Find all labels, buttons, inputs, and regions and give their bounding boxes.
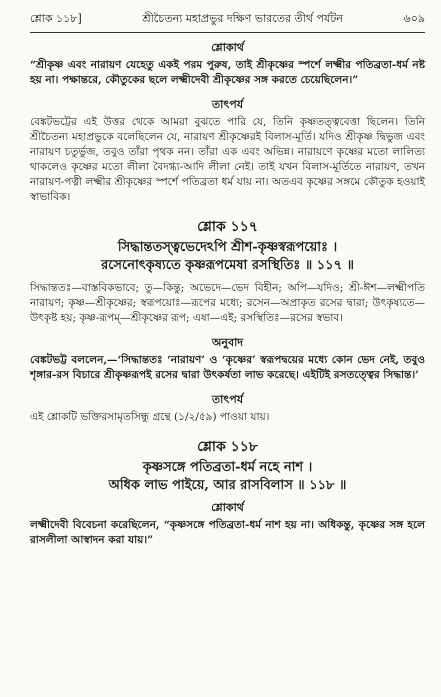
purport-2-text: এই শ্লোকটি ভক্তিরসামৃতসিন্ধু গ্রন্থে (১/২/৫৯) পাওয়া যায়। bbox=[30, 411, 270, 423]
header-title: শ্রীচৈতন্য মহাপ্রভুর দক্ষিণ ভারতের তীর্থ পর্যটন bbox=[142, 12, 343, 25]
verse-117-line-1: সিদ্ধান্ততস্ত্বভেদেঽপি শ্রীশ-কৃষ্ণস্বরূপয়োঃ । bbox=[117, 240, 338, 255]
synonyms-text: সিদ্ধান্ততঃ—বাস্তবিকভাবে; তু—কিন্তু; অভেদে—ভেদ বিহীন; অপি—যদিও; শ্রী-ঈশ—লক্ষ্মীপতি নারায়ণ; কৃষ্ণ—শ্রীকৃষ্ণের; স্বরূপয়োঃ—রূপের মধ্যে; রসেন—অপ্রাকৃত রসের দ্বারা; উৎকৃষ্যতে—উৎকৃষ্ট হয়; কৃষ্ণ-রূপম্—শ্রীকৃষ্ণের রূপ; এষা—এই; রসস্থিতিঃ—রসের স্বভাব। bbox=[30, 282, 425, 324]
translation-2-heading: শ্লোকার্থ bbox=[211, 501, 244, 514]
purport-2-heading: তাৎপর্য bbox=[211, 393, 244, 406]
verse-118-title: শ্লোক ১১৮ bbox=[197, 439, 258, 455]
verse-117-line-2: রসেনোৎকৃষ্যতে কৃষ্ণরূপমেষা রসস্থিতিঃ ॥ ১১৭ ॥ bbox=[101, 258, 354, 273]
running-header bbox=[30, 10, 425, 29]
anubad-text: বেঙ্কটভট্ট বললেন,—‘সিদ্ধান্ততঃ ‘নারায়ণ’ ও ‘কৃষ্ণের’ স্বরূপদ্বয়ের মধ্যে কোন ভেদ নেই, তবুও শৃঙ্গার-রস বিচারে শ্রীকৃষ্ণরূপই রসের দ্বারা উৎকর্ষতা লাভ করেছে। এইটিই রসতত্ত্বের সিদ্ধান্ত।’ bbox=[30, 354, 425, 381]
translation-2-text: লক্ষ্মীদেবী বিবেচনা করেছিলেন, “কৃষ্ণসঙ্গে পতিব্রতা-ধর্ম নাশ হয় না। অধিকন্তু, কৃষ্ণের সঙ্গ হলে রাসলীলা আস্বাদন করা যায়।” bbox=[30, 519, 425, 546]
translation-text: “শ্রীকৃষ্ণ এবং নারায়ণ যেহেতু একই পরম পুরুষ, তাই শ্রীকৃষ্ণের স্পর্শে লক্ষ্মীর পতিব্রতা-ধর্ম নষ্ট হয় না। পক্ষান্তরে, কৌতুকের ছলে লক্ষ্মীদেবী শ্রীকৃষ্ণের সঙ্গ করতে চেয়েছিলেন।” bbox=[30, 59, 425, 86]
translation-heading: শ্লোকার্থ bbox=[211, 41, 244, 54]
verse-117-title: শ্লোক ১১৭ bbox=[197, 219, 258, 235]
header-verse-ref: শ্লোক ১১৮] bbox=[30, 12, 82, 25]
verse-118-line-1: কৃষ্ণসঙ্গে পতিব্রতা-ধর্ম নহে নাশ । bbox=[142, 460, 313, 475]
verse-118-line-2: অধিক লাভ পাইয়ে, আর রাসবিলাস ॥ ১১৮ ॥ bbox=[108, 478, 347, 493]
purport-heading: তাৎপর্য bbox=[211, 98, 244, 111]
purport-text: বেঙ্কটভট্টের এই উত্তর থেকে আমরা বুঝতে পারি যে, তিনি কৃষ্ণতত্ত্ববেত্তা ছিলেন। তিনি শ্রীচৈতন্য মহাপ্রভুকে বলেছিলেন যে, নারায়ণ শ্রীকৃষ্ণেরই বিলাস-মূর্তি। যদিও শ্রীকৃষ্ণ দ্বিভুজ এবং নারায়ণ চতুর্ভুজ, তবুও তাঁরা পৃথক নন। তাঁরা এক এবং অভিন্ন। নারায়ণে কৃষ্ণের মতো লালিত্য থাকলেও কৃষ্ণের মতো লীলা বৈদগ্ধ্য-আদি লীলা নেই। তাই যখন বিলাস-মূর্তিতে নারায়ণ, তখন নারায়ণ-পত্নী লক্ষ্মীর শ্রীকৃষ্ণের স্পর্শে পতিব্রতা ধর্ম যায় না। অতএব কৃষ্ণের সঙ্গমে কৌতুক হওয়াই স্বাভাবিক। bbox=[30, 116, 425, 203]
page-number: ৬০৯ bbox=[403, 12, 425, 25]
anubad-heading: অনুবাদ bbox=[211, 336, 244, 349]
